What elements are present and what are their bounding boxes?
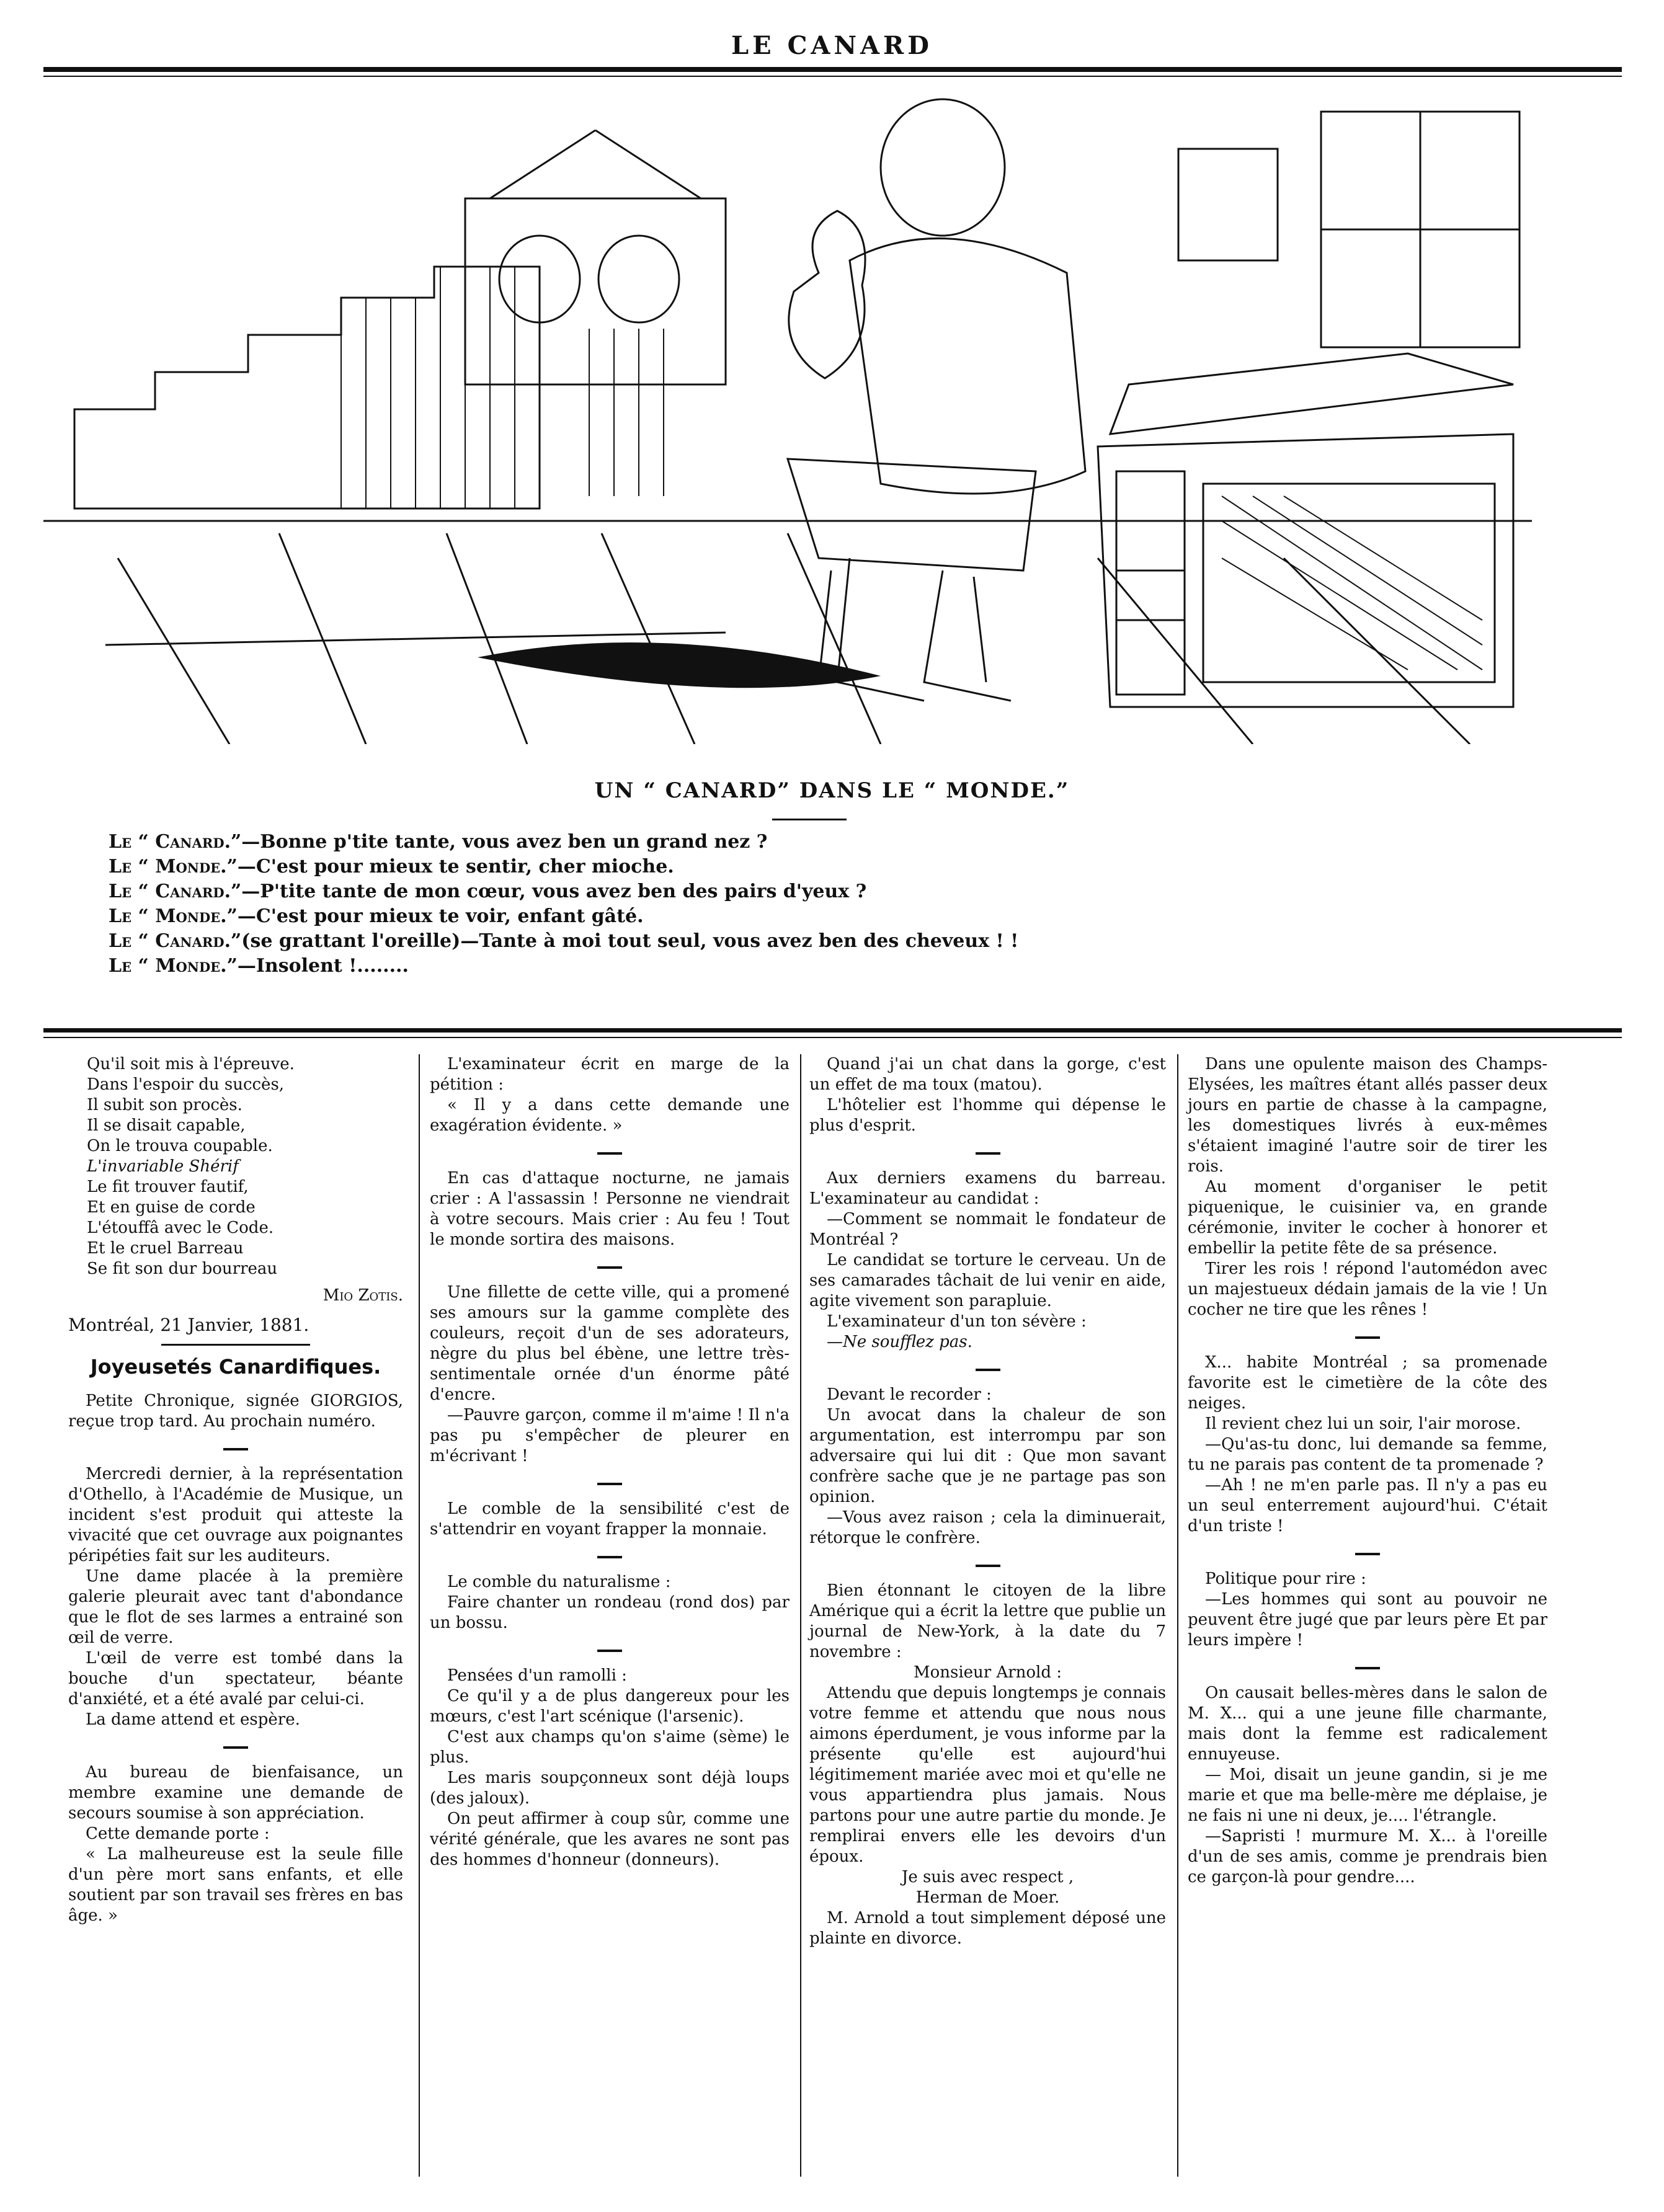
paragraph: —Qu'as-tu donc, lui demande sa femme, tu ne parais pas content de ta promenade ? — [1188, 1435, 1547, 1474]
paragraph: Politique pour rire : — [1205, 1570, 1366, 1588]
column-4 — [1188, 1054, 1547, 1888]
dialogue-line — [109, 954, 977, 979]
paragraph: Bien étonnant le citoyen de la libre Amérique qui a écrit la lettre que publie un journal de New-York, à la date du 7 novembre : — [809, 1581, 1166, 1661]
poem — [68, 1054, 403, 1279]
separator — [597, 1650, 622, 1652]
ornament-rule — [161, 1344, 310, 1346]
poem-line: Se fit son dur bourreau — [87, 1259, 278, 1278]
poem-line: Le fit trouver fautif, — [87, 1178, 249, 1196]
poem-line: Qu'il soit mis à l'épreuve. — [87, 1055, 295, 1073]
paragraph: « La malheureuse est la seule fille d'un père mort sans enfants, et elle soutient par son travail ses frères en bas âge. » — [68, 1845, 403, 1925]
paragraph: Au bureau de bienfaisance, un membre examine une demande de secours soumise à son appréciation. — [68, 1763, 403, 1823]
paragraph: Tirer les rois ! répond l'automédon avec un majestueux dédain jamais de la vie ! Un cocher ne tire que les rênes ! — [1188, 1259, 1547, 1319]
engraving-illustration — [43, 87, 1532, 744]
paragraph: Cette demande porte : — [86, 1824, 270, 1843]
paragraph: L'œil de verre est tombé dans la bouche d'un spectateur, béante d'anxiété, et a été avalé par celui-ci. — [68, 1649, 403, 1708]
separator — [597, 1152, 622, 1155]
paragraph: Mercredi dernier, à la représentation d'Othello, à l'Académie de Musique, un incident s'est produit qui atteste la vivacité que cet ouvrage aux poignantes péripéties fait sur les auditeurs. — [68, 1465, 403, 1565]
paragraph: M. Arnold a tout simplement déposé une plainte en divorce. — [809, 1909, 1166, 1948]
masthead: LE CANARD — [731, 31, 933, 60]
dialogue-speaker: Le “ Monde.” — [109, 856, 238, 877]
dialogue-line — [109, 830, 977, 855]
paragraph: —Ah ! ne m'en parle pas. Il n'y a pas eu un seul enterrement aujourd'hui. C'était d'un triste ! — [1188, 1476, 1547, 1535]
paragraph: Ce qu'il y a de plus dangereux pour les mœurs, c'est l'art scénique (l'arsenic). — [430, 1687, 790, 1726]
paragraph: Une fillette de cette ville, qui a promené ses amours sur la gamme complète des couleurs, reçoit d'un de ses adorateurs, nègre du plus bel ébène, une lettre très-sentimentale ornée d'un énorme pâté d'encre. — [430, 1283, 790, 1404]
letter-body: Attendu que depuis longtemps je connais votre femme et attendu que nous nous aimons éperdument, je vous informe par la présente qu'elle est aujourd'hui légitimement mariée avec moi et qu'elle ne vous appartiendra plus jamais. Nous partons pour une autre partie du monde. Je remplirai envers elle les devoirs d'un époux. — [809, 1684, 1166, 1866]
paragraph: La dame attend et espère. — [86, 1710, 300, 1729]
separator — [597, 1556, 622, 1558]
section-heading: Joyeusetés Canardifiques. — [90, 1355, 381, 1379]
dateline: Montréal, 21 Janvier, 1881. — [68, 1315, 309, 1335]
paragraph: On causait belles-mères dans le salon de M. X... qui a une jeune fille charmante, mais dont la femme est radicalement ennuyeuse. — [1188, 1684, 1547, 1764]
paragraph: Devant le recorder : — [827, 1385, 992, 1404]
separator — [597, 1483, 622, 1485]
column-divider — [419, 1054, 420, 2177]
dialogue-line — [109, 929, 1019, 954]
separator — [976, 1369, 1000, 1371]
paragraph: Faire chanter un rondeau (rond dos) par un bossu. — [430, 1593, 790, 1632]
dialogue-speaker: Le “ Monde.” — [109, 905, 238, 927]
poem-line: Dans l'espoir du succès, — [87, 1075, 285, 1094]
paragraph: « Il y a dans cette demande une exagération évidente. » — [430, 1096, 790, 1135]
paragraph: L'examinateur d'un ton sévère : — [827, 1312, 1087, 1331]
paragraph: L'examinateur écrit en marge de la pétition : — [430, 1055, 790, 1094]
dialogue-speaker: Le “ Monde.” — [109, 955, 238, 977]
dialogue-line — [109, 879, 977, 904]
poem-signature: Mio Zotis. — [323, 1286, 403, 1305]
poem-line: L'étouffâ avec le Code. — [87, 1219, 274, 1237]
top-rule-thin — [43, 76, 1622, 77]
letter-closing: Je suis avec respect , — [901, 1868, 1074, 1886]
paragraph: Quand j'ai un chat dans la gorge, c'est un effet de ma toux (matou). — [809, 1055, 1166, 1094]
paragraph: Une dame placée à la première galerie pleurait avec tant d'abondance que le flot de ses larmes a entrainé son œil de verre. — [68, 1567, 403, 1647]
paragraph: —Comment se nommait le fondateur de Montréal ? — [809, 1210, 1166, 1249]
separator — [1355, 1553, 1380, 1555]
paragraph: Dans une opulente maison des Champs-Elysées, les maîtres étant allés passer deux jours en partie de chasse à la campagne, les domestiques livrés à eux-mêmes s'étaient imaginé l'autre soir de tirer les rois. — [1188, 1055, 1547, 1176]
column-divider — [1177, 1054, 1178, 2177]
separator — [223, 1746, 248, 1749]
paragraph: —Ne soufflez pas. — [827, 1333, 972, 1351]
paragraph: Il revient chez lui un soir, l'air morose. — [1205, 1415, 1521, 1433]
poem-line: Et en guise de corde — [87, 1198, 256, 1217]
separator — [976, 1565, 1000, 1567]
separator — [597, 1266, 622, 1269]
paragraph: Le candidat se torture le cerveau. Un de ses camarades tâchait de lui venir en aide, agite vivement son parapluie. — [809, 1251, 1166, 1310]
section-rule — [43, 1028, 1622, 1033]
dialogue-text: (se grattant l'oreille)—Tante à moi tout seul, vous avez ben des cheveux ! ! — [241, 930, 1019, 952]
paragraph: —Vous avez raison ; cela la diminuerait, rétorque le confrère. — [809, 1508, 1166, 1547]
paragraph: C'est aux champs qu'on s'aime (sème) le plus. — [430, 1728, 790, 1767]
separator — [223, 1448, 248, 1450]
letter-salutation: Monsieur Arnold : — [913, 1663, 1062, 1682]
dialogue-line — [109, 855, 977, 879]
caption-rule — [772, 819, 847, 820]
dialogue-text: —Insolent !........ — [237, 955, 409, 977]
paragraph: Un avocat dans la chaleur de son argumentation, est interrompu par son adversaire qui lui dit : Que mon savant confrère sache que je ne partage pas son opinion. — [809, 1406, 1166, 1506]
paragraph: Les maris soupçonneux sont déjà loups (des jaloux). — [430, 1769, 790, 1808]
paragraph: Pensées d'un ramolli : — [447, 1666, 627, 1685]
paragraph: On peut affirmer à coup sûr, comme une vérité générale, que les avares ne sont pas des hommes d'honneur (donneurs). — [430, 1810, 790, 1869]
paragraph: Au moment d'organiser le petit piquenique, le cuisinier va, en grande cérémonie, inviter le cocher à honorer et embellir la petite fête de sa présence. — [1188, 1178, 1547, 1258]
top-rule — [43, 67, 1622, 72]
paragraph: X... habite Montréal ; sa promenade favorite est le cimetière de la côte des neiges. — [1188, 1353, 1547, 1413]
dialogue-speaker: Le “ Canard.” — [109, 881, 242, 902]
dialogue-text: —C'est pour mieux te voir, enfant gâté. — [237, 905, 644, 927]
column-2 — [430, 1054, 790, 1870]
paragraph: —Pauvre garçon, comme il m'aime ! Il n'a pas pu s'empêcher de pleurer en m'écrivant ! — [430, 1406, 790, 1465]
column-3 — [809, 1054, 1166, 1949]
paragraph: —Les hommes qui sont au pouvoir ne peuvent être jugé que par leurs père Et par leurs impère ! — [1188, 1590, 1547, 1650]
poem-line: L'invariable Shérif — [87, 1157, 239, 1176]
dialogue-text: —C'est pour mieux te sentir, cher mioche. — [237, 856, 674, 877]
dialogue-speaker: Le “ Canard.” — [109, 930, 242, 952]
dialogue-text: —P'tite tante de mon cœur, vous avez ben des pairs d'yeux ? — [241, 881, 867, 902]
separator — [1355, 1336, 1380, 1339]
poem-line: Il subit son procès. — [87, 1096, 242, 1114]
dialogue-text: —Bonne p'tite tante, vous avez ben un grand nez ? — [241, 831, 768, 853]
paragraph: En cas d'attaque nocturne, ne jamais crier : A l'assassin ! Personne ne viendrait à votre secours. Mais crier : Au feu ! Tout le monde sortira des maisons. — [430, 1169, 790, 1249]
separator — [976, 1152, 1000, 1155]
paragraph: Petite Chronique, signée GIORGIOS, reçue trop tard. Au prochain numéro. — [68, 1392, 403, 1431]
caption-dialogue — [109, 830, 1019, 979]
dialogue-line — [109, 904, 977, 929]
paragraph: Aux derniers examens du barreau. L'examinateur au candidat : — [809, 1169, 1166, 1208]
column-divider — [800, 1054, 801, 2177]
paragraph: L'hôtelier est l'homme qui dépense le plus d'esprit. — [809, 1096, 1166, 1135]
poem-line: Et le cruel Barreau — [87, 1239, 244, 1258]
letter-signature: Herman de Moer. — [915, 1888, 1060, 1907]
section-rule-thin — [43, 1037, 1622, 1038]
poem-line: Il se disait capable, — [87, 1116, 246, 1135]
paragraph: Le comble de la sensibilité c'est de s'attendrir en voyant frapper la monnaie. — [430, 1499, 790, 1539]
paragraph: — Moi, disait un jeune gandin, si je me marie et que ma belle-mère me déplaise, je ne fais ni une ni deux, je.... l'étrangle. — [1188, 1766, 1547, 1825]
paragraph: —Sapristi ! murmure M. X... à l'oreille d'un de ses amis, comme je prendrais bien ce garçon-là pour gendre.... — [1188, 1827, 1547, 1886]
dialogue-speaker: Le “ Canard.” — [109, 831, 242, 853]
separator — [1355, 1667, 1380, 1669]
paragraph: Le comble du naturalisme : — [447, 1573, 671, 1591]
illustration-caption: UN “ CANARD” DANS LE “ MONDE.” — [594, 778, 1070, 803]
poem-line: On le trouva coupable. — [87, 1137, 273, 1155]
column-1 — [68, 1054, 403, 1926]
